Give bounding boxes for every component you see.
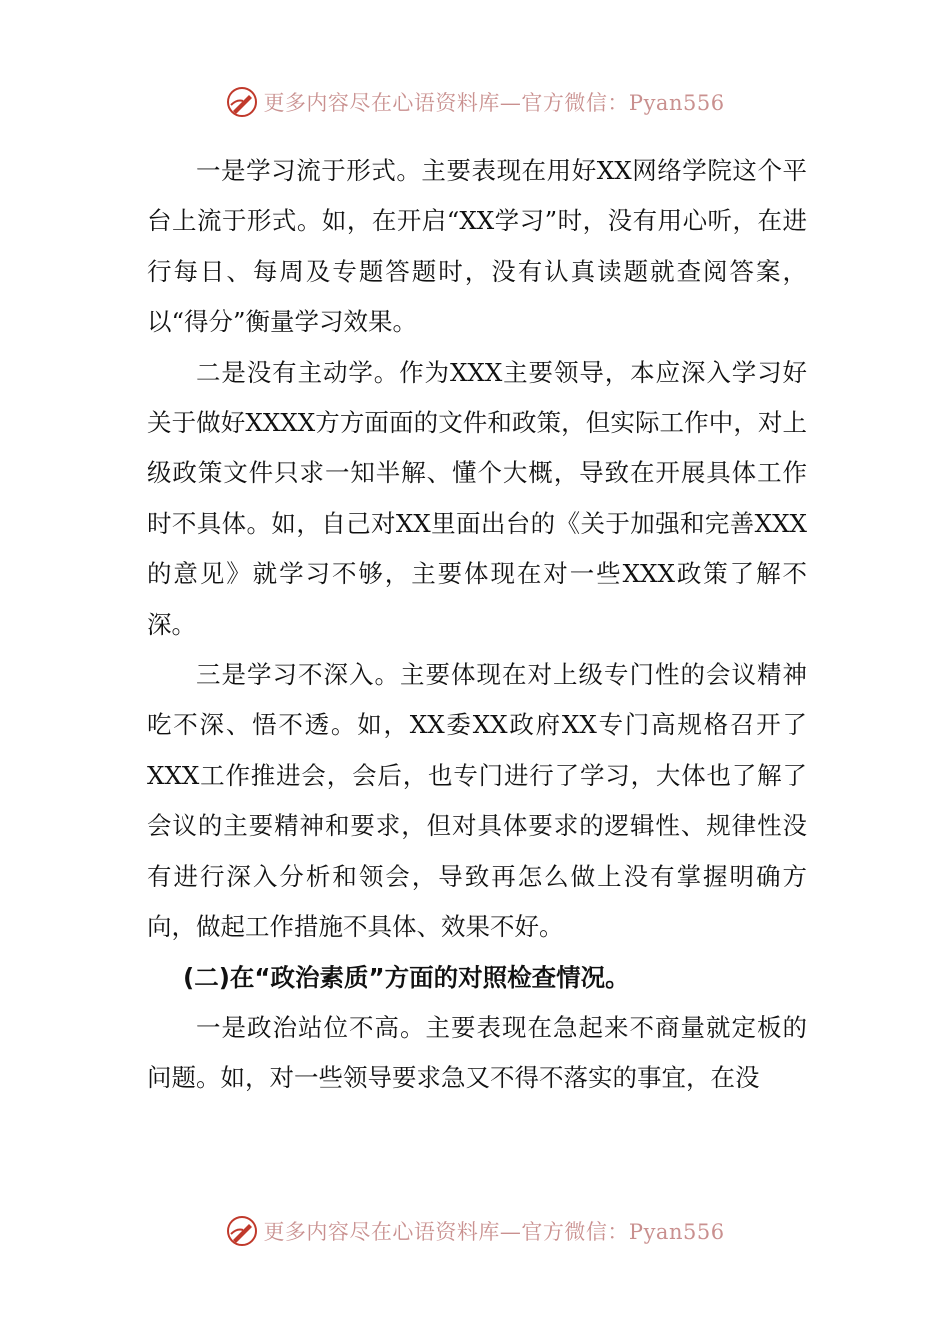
section-heading: (二)在“政治素质”方面的对照检查情况。 xyxy=(183,962,630,992)
pen-logo-icon xyxy=(225,85,259,119)
pen-logo-icon xyxy=(225,1214,259,1248)
paragraph-1: 一是学习流于形式。主要表现在用好XX网络学院这个平台上流于形式。如，在开启“XX学习”时，没有用心听，在进行每日、每周及专题答题时，没有认真读题就查阅答案，以“得分”衡量学习效果。 xyxy=(147,156,807,337)
paragraph-2: 二是没有主动学。作为XXX主要领导，本应深入学习好关于做好XXXX方方面面的文件和政策，但实际工作中，对上级政策文件只求一知半解、懂个大概，导致在开展具体工作时不具体。如，自己对XX里面出台的《关于加强和完善XXX的意见》就学习不够，主要体现在对一些XXX政策了解不深。 xyxy=(147,357,807,639)
document-body xyxy=(147,146,807,1104)
watermark-text: 更多内容尽在心语资料库—官方微信：Pyan556 xyxy=(263,91,725,115)
watermark-text: 更多内容尽在心语资料库—官方微信：Pyan556 xyxy=(263,1220,725,1244)
paragraph-3: 三是学习不深入。主要体现在对上级专门性的会议精神吃不深、悟不透。如，XX委XX政府XX专门高规格召开了XXX工作推进会，会后，也专门进行了学习，大体也了解了会议的主要精神和要求，但对具体要求的逻辑性、规律性没有进行深入分析和领会，导致再怎么做上没有掌握明确方向，做起工作措施不具体、效果不好。 xyxy=(147,660,807,942)
watermark-footer xyxy=(0,1211,950,1251)
paragraph-4: 一是政治站位不高。主要表现在急起来不商量就定板的问题。如，对一些领导要求急又不得不落实的事宜，在没 xyxy=(147,1012,807,1093)
watermark-header xyxy=(0,82,950,122)
